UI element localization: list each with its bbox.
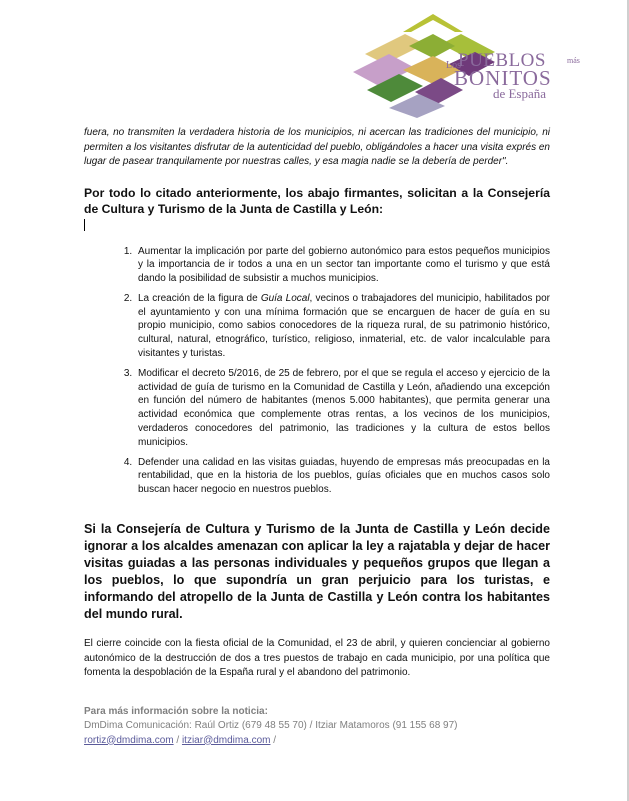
guia-local-term: Guía Local — [260, 292, 310, 304]
logo-roof — [403, 14, 463, 32]
text-cursor — [84, 219, 85, 231]
quote-paragraph: fuera, no transmiten la verdadera historia de los municipios, ni acercan las tradiciones del municipio, ni permiten a los visitantes disfrutar de la autenticidad del pueblo, obligándoles a hacer una visita exprés en lugar de pasear tranquilamente por nuestras calles, y esa magia nadie se la debería de perder". — [84, 127, 550, 167]
intro-paragraph: Por todo lo citado anteriormente, los abajo firmantes, solicitan a la Consejería de Cultura y Turismo de la Junta de Castilla y León: — [84, 185, 550, 216]
email-link-rortiz[interactable]: rortiz@dmdima.com — [84, 734, 174, 746]
logo-pueblos-text: PUEBLOS — [458, 50, 546, 71]
request-item-2 — [135, 292, 550, 361]
logo-mas-text: más — [567, 56, 580, 65]
contact-title: Para más información sobre la noticia: — [84, 705, 268, 717]
closing-paragraph: El cierre coincide con la fiesta oficial de la Comunidad, el 23 de abril, y quieren concienciar al gobierno autonómico de la destrucción de dos a tres puestos de trabajo en cada municipio, por una política que fomenta la despoblación de la España rural y el abandono del patrimonio. — [84, 638, 550, 679]
request-item-2-rest: , vecinos o trabajadores del municipio, habilitados por el ayuntamiento y con una mínima formación que se encarguen de hacer de guía en su propio municipio, como sabios conocedores de la riqueza rural, de su patrimonio histórico, cultural, natural, etnográfico, turístico, religioso, inmaterial, etc. de valor incalculable para visitantes y turistas. — [138, 292, 550, 360]
document-body[interactable] — [84, 126, 550, 748]
contact-line: DmDima Comunicación: Raúl Ortiz (679 48 55 70) / Itziar Matamoros (91 155 68 97) — [84, 720, 458, 732]
request-item-4: 4. Defender una calidad en las visitas guiadas, huyendo de empresas más preocupadas en la rentabilidad, que en la historia de los pueblos, guías oficiales que en muchos casos solo buscan hacer negocio en nuestros pueblos. — [135, 456, 550, 497]
email-link-itziar[interactable]: itziar@dmdima.com — [181, 734, 271, 746]
warning-paragraph: Si la Consejería de Cultura y Turismo de la Junta de Castilla y León decide ignorar a los alcaldes amenazan con aplicar la ley a rajatabla y dejar de hacer visitas guiadas a las personas individuales y pequeños grupos que llegan a los pueblos, lo que supondría un gran perjuicio para los turistas, e informando del atropello de la Junta de Castilla y León contra los habitantes del mundo rural. — [84, 522, 550, 622]
logo-bonitos-text: BONITOS — [454, 66, 552, 90]
logo-espana-text: de España — [492, 86, 546, 101]
request-item-3: 3. Modificar el decreto 5/2016, de 25 de febrero, por el que se regula el acceso y ejercicio de la actividad de guía de turismo en la Comunidad de Castilla y León, añadiendo una excepción en función del número de habitantes (menos 5.000 habitantes), que permita generar una actividad económica que complemente otras rentas, a los vecinos de los municipios, verdaderos conocedores del patrimonio, las tradiciones y la cultura de estos bellos municipios. — [135, 367, 550, 450]
requests-list — [84, 245, 550, 498]
logo-center-top — [409, 34, 455, 58]
trailing-separator: / — [270, 734, 277, 746]
email-separator: / — [173, 734, 182, 746]
contact-block — [84, 705, 550, 749]
request-item-2-start: La creación de la figura de — [138, 292, 261, 304]
contact-emails — [84, 734, 550, 749]
logo-los-text: Los — [446, 60, 461, 71]
request-item-1: 1. Aumentar la implicación por parte del gobierno autonómico para estos pequeños municipios y la importancia de ir todos a una en un sector tan importante como el turismo y que está dando la posibilidad de subsistir a muchos municipios. — [135, 245, 550, 286]
